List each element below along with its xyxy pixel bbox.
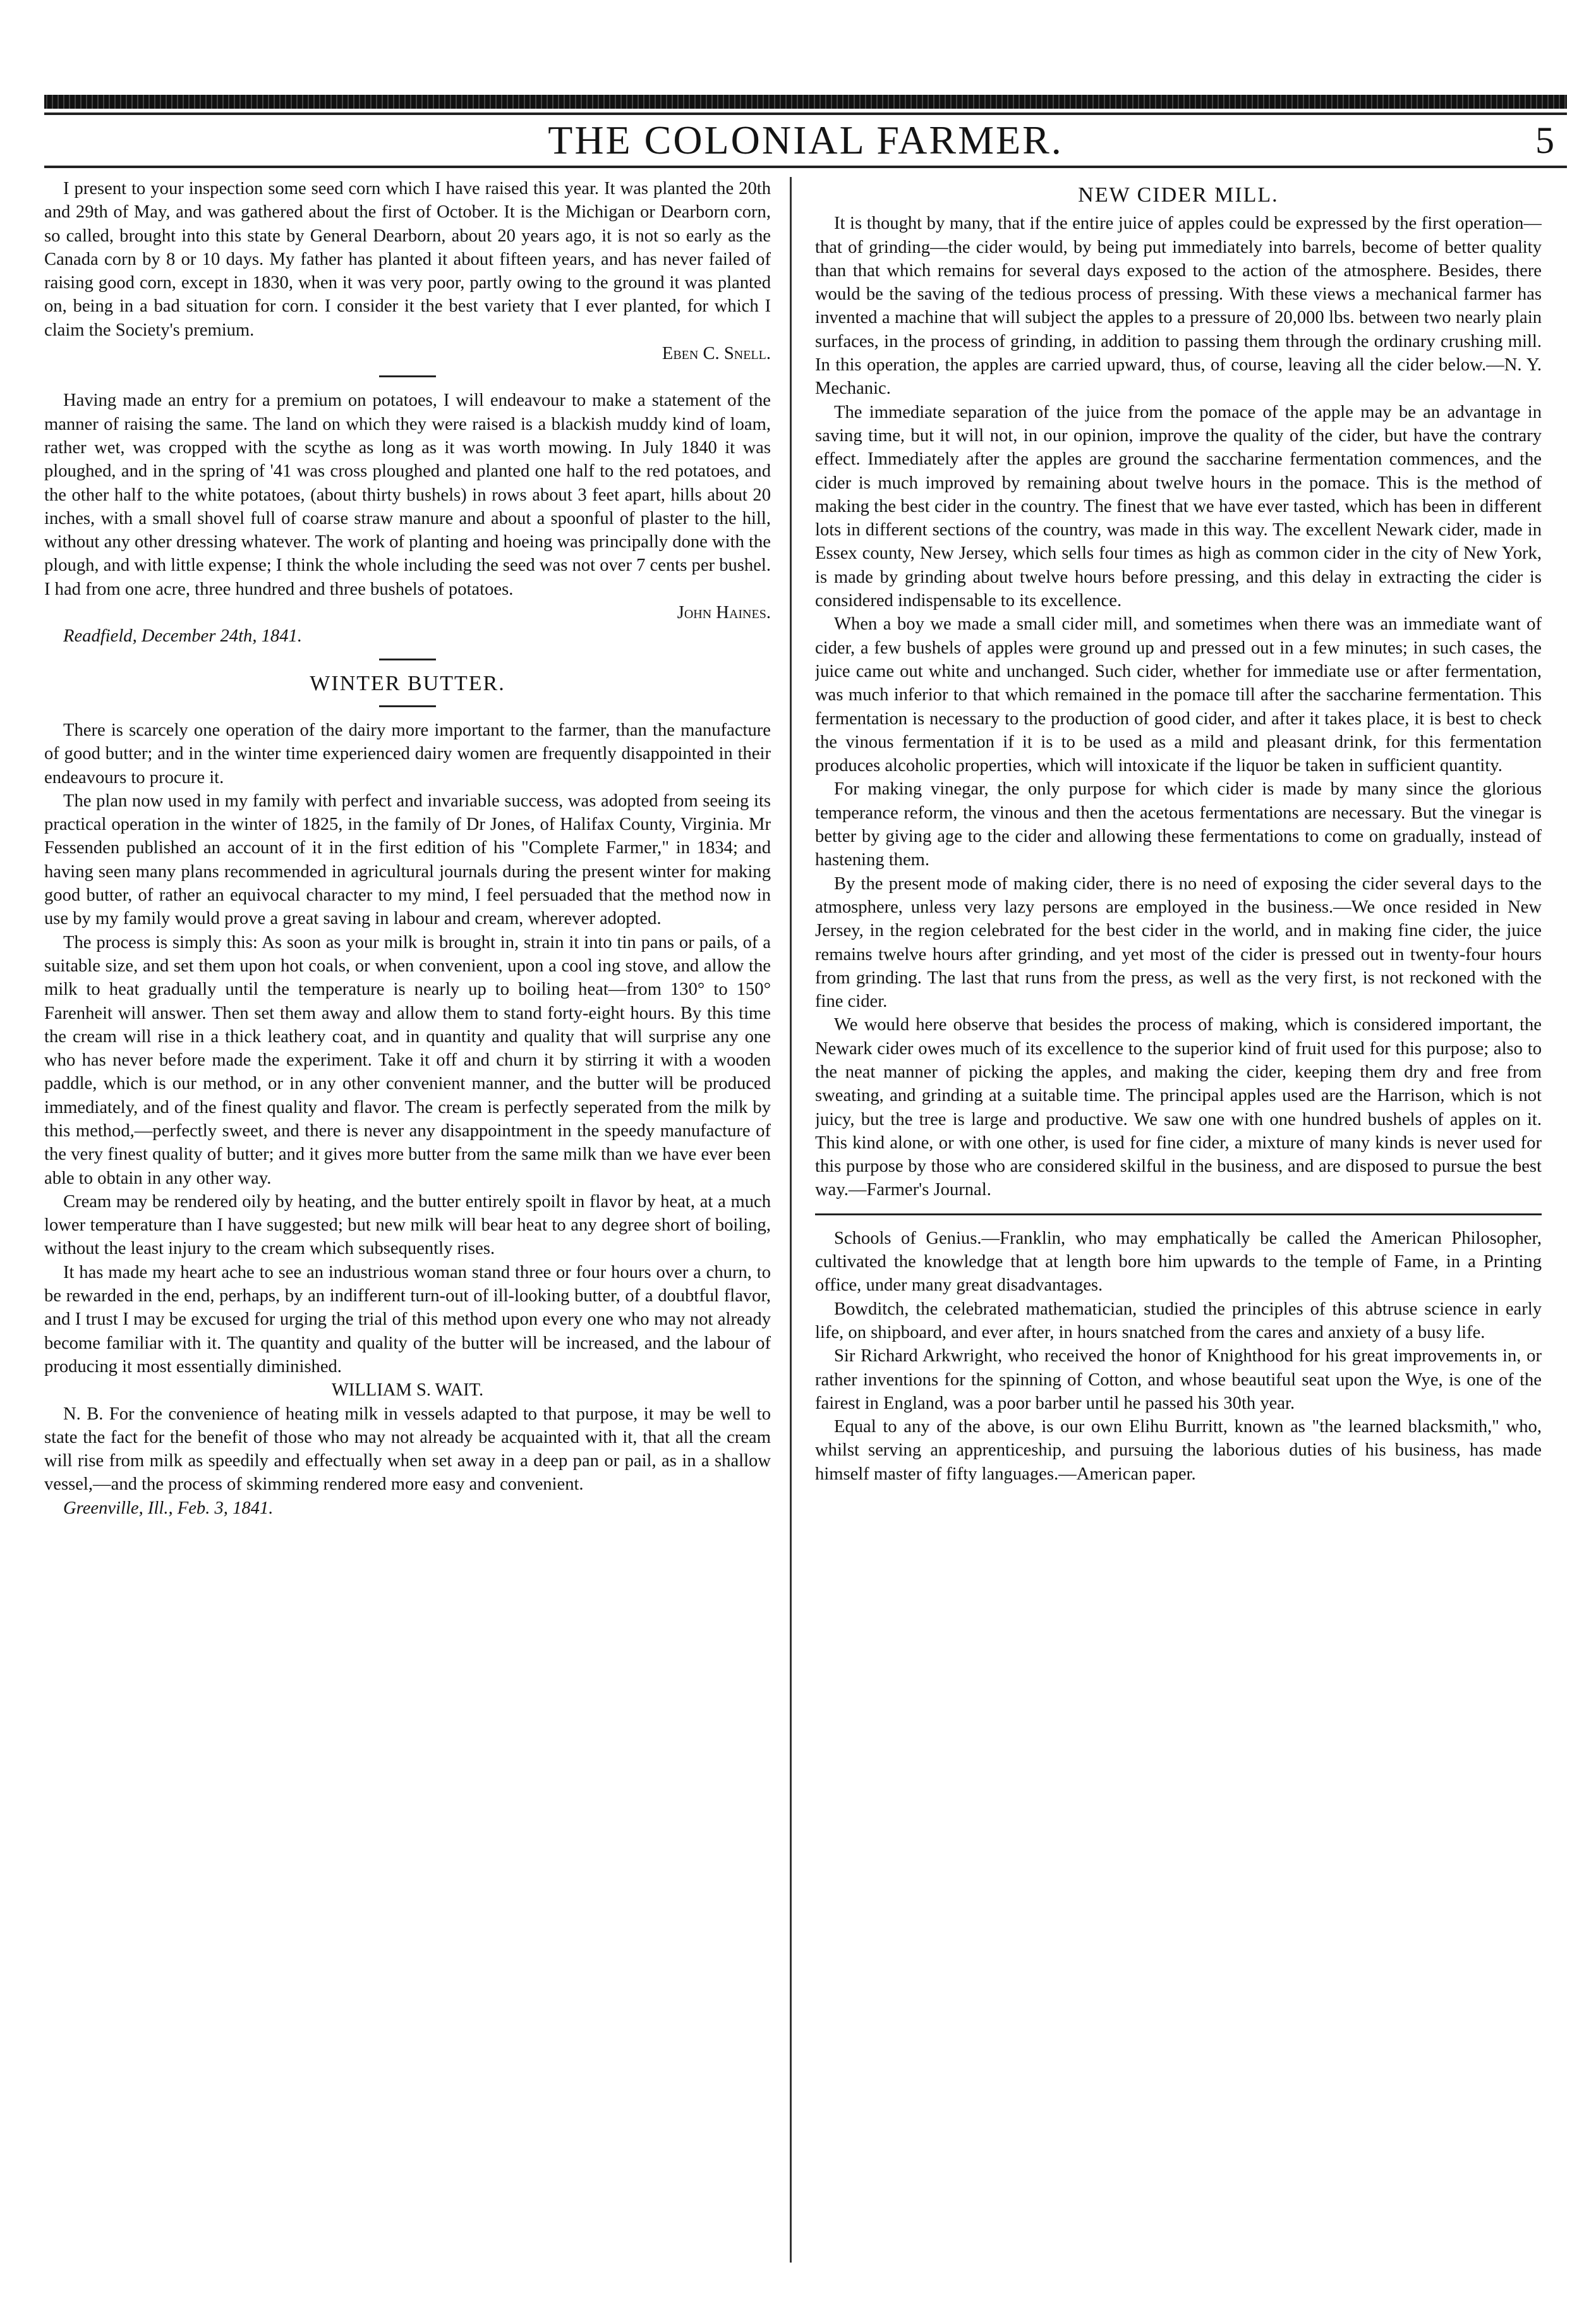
winter-butter-date: Greenville, Ill., Feb. 3, 1841. [63, 1498, 274, 1518]
masthead-top-rule [44, 112, 1567, 115]
article-paragraph: It has made my heart ache to see an industrious woman stand three or four hours over a churn, to be rewarded in the end, perhaps, by an indifferent turn-out of ill-looking butter, of a doubtful flavor, and I trust I may be excused for urging the trial of this method upon every one who may not already become familiar with it. The quantity and quality of the butter will be increased, and the labour of producing it most essentially diminished. [44, 1262, 771, 1376]
article-paragraph: We would here observe that besides the process of making, which is considered important, the Newark cider owes much of its excellence to the superior kind of fruit used for this purpose; also to the neat manner of picking the apples, and making the cider, keeping them dry and free from sweating, and grinding at a suitable time. The principal apples used are the Harrison, which is not juicy, but the tree is large and productive. We saw one with one hundred bushels of apples on it. This kind alone, or with one other, is used for fine cider, a mixture of many kinds is never used for this purpose by those who are considered skilful in the business, and are disposed to pursue the best way.—Farmer's Journal. [815, 1015, 1542, 1200]
potato-letter-text: Having made an entry for a premium on potatoes, I will endeavour to make a statement of the manner of raising the same. The land on which they were raised is a blackish muddy kind of loam, rather wet, was cropped with the scythe as long as it was worth mowing. In July 1840 it was ploughed, and in the spring of '41 was cross ploughed and planted one half to the red potatoes, and the other half to the white potatoes, (about thirty bushels) in rows about 3 feet apart, hills about 20 inches, with a small shovel full of coarse straw manure and about a spoonful of plaster to the hill, without any other dressing whatever. The work of planting and hoeing was principally done with the plough, and with little expense; I think the whole including the seed was not over 7 cents per bushel. I had from one acre, three hundred and three bushels of potatoes. [44, 391, 771, 599]
section-divider [815, 1213, 1542, 1215]
right-column [815, 177, 1542, 2269]
article-paragraph: For making vinegar, the only purpose for which cider is made by many since the glorious temperance reform, the vinous and then the acetous fermentations are necessary. But the vinegar is better by giving age to the cider and allowing these fermentations to come on gradually, instead of hastening them. [815, 779, 1542, 870]
article-paragraph: There is scarcely one operation of the dairy more important to the farmer, than the manufacture of good butter; and in the winter time experienced dairy women are frequently disappointed in their endeavours to procure it. [44, 720, 771, 787]
article-paragraph: When a boy we made a small cider mill, and sometimes when there was an immediate want of cider, a few bushels of apples were ground up and pressed out in a few minutes; in such cases, the juice came out white and unchanged. Such cider, whether for immediate use or after fermentation, was much inferior to that which remained in the pomace till after the saccharine fermentation. This fermentation is necessary to the production of good cider, and after it takes place, it is best to check the vinous fermentation if it is to be used as a mild and pleasant drink, for this fermentation produces alcoholic properties, which will intoxicate if the liquor be taken in sufficient quantity. [815, 614, 1542, 776]
corn-letter-text: I present to your inspection some seed corn which I have raised this year. It was planted the 20th and 29th of May, and was gathered about the first of October. It is the Michigan or Dearborn corn, so called, brought into this state by General Dearborn, about 20 years ago, it is not so early as the Canada corn by 8 or 10 days. My father has planted it about fifteen years, and has never failed of raising good corn, except in 1830, when it was very poor, partly owing to the ground it was planted on, being in a bad situation for corn. I consider it the best variety that I ever planted, for which I claim the Society's premium. [44, 179, 771, 340]
section-divider [379, 659, 436, 660]
masthead [44, 116, 1567, 164]
winter-butter-signature: WILLIAM S. WAIT. [331, 1380, 484, 1401]
article-title-winter-butter: WINTER BUTTER. [310, 671, 505, 695]
left-column [44, 177, 771, 2269]
column-divider [790, 177, 792, 2263]
masthead-bottom-rule [44, 166, 1567, 168]
potato-letter-signature: John Haines. [677, 603, 771, 623]
article-title-cider-mill: NEW CIDER MILL. [1078, 183, 1279, 207]
article-paragraph: The immediate separation of the juice from the pomace of the apple may be an advantage in saving time, but it will not, in our opinion, improve the quality of the cider, but have the contrary effect. Immediately after the apples are ground the saccharine fermentation commences, and the cider is much improved by remaining about twelve hours in the pomace. This is the method of making the best cider in the country. The finest that we have ever tasted, which has been in different lots in different sections of the country, was made in this way. The excellent Newark cider, made in Essex county, New Jersey, which sells four times as high as common cider in the city of New York, is made by grinding about twelve hours before pressing, and this delay in extracting the cider is considered indispensable to its excellence. [815, 402, 1542, 611]
title-rule [379, 705, 436, 707]
decorative-border [44, 95, 1567, 109]
winter-butter-postscript: N. B. For the convenience of heating milk in vessels adapted to that purpose, it may be well to state the fact for the benefit of those who may not already be acquainted with it, that all the cream will rise from milk as speedily and effectually when set away in a deep pan or pail, as in a shallow vessel,—and the process of skimming rendered more easy and convenient. [44, 1404, 771, 1495]
article-paragraph: Equal to any of the above, is our own Elihu Burritt, known as "the learned blacksmith," who, whilst serving an apprenticeship, and pursuing the laborious duties of his business, has made himself master of fifty languages.—American paper. [815, 1417, 1542, 1484]
page-number: 5 [1535, 119, 1554, 161]
corn-letter-signature: Eben C. Snell. [662, 344, 771, 364]
article-paragraph: Cream may be rendered oily by heating, and the butter entirely spoilt in flavor by heat, at a much lower temperature than I have suggested; but new milk will bear heat to any degree short of boiling, without the least injury to the cream which subsequently rises. [44, 1191, 771, 1259]
article-paragraph: The plan now used in my family with perfect and invariable success, was adopted from seeing its practical operation in the winter of 1825, in the family of Dr Jones, of Halifax County, Virginia. Mr Fessenden published an account of it in the first edition of his "Complete Farmer," in 1834; and having seen many plans recommended in agricultural journals during the present winter for making good butter, of rather an equivocal character to my mind, I feel persuaded that the method now in use by my family would prove a great saving in labour and cream, wherever adopted. [44, 791, 771, 929]
potato-letter-date: Readfield, December 24th, 1841. [63, 626, 302, 647]
newspaper-title: THE COLONIAL FARMER. [548, 118, 1063, 162]
section-divider [379, 375, 436, 377]
article-paragraph: Sir Richard Arkwright, who received the honor of Knighthood for his great improvements in, or rather inventions for the spinning of Cotton, and whose beautiful seat upon the Wye, is one of the fairest in England, was a poor barber until he passed his 30th year. [815, 1346, 1542, 1413]
article-paragraph: The process is simply this: As soon as your milk is brought in, strain it into tin pans or pails, of a suitable size, and set them upon hot coals, or when convenient, upon a cool ing stove, and allow the milk to heat gradually until the temperature is nearly up to boiling heat—from 130° to 150° Farenheit will answer. Then set them away and allow them to stand forty-eight hours. By this time the cream will rise in a thick leathery coat, and in quantity and quality that will surprise any one who has never before made the experiment. Take it off and churn it by stirring it with a wooden paddle, which is our method, or in any other convenient manner, and the butter will be produced immediately, and of the finest quality and flavor. The cream is perfectly seperated from the milk by this method,—perfectly sweet, and there is never any disappointment in the speedy manufacture of the very finest quality of butter; and it gives more butter from the same milk than we have ever been able to obtain in any other way. [44, 932, 771, 1188]
article-paragraph: By the present mode of making cider, there is no need of exposing the cider several days to the atmosphere, unless very lazy persons are employed in the business.—We once resided in New Jersey, in the region celebrated for the best cider in the world, and in making fine cider, the juice remains twelve hours after grinding, and yet most of the cider is pressed out in twenty-four hours from grinding. The last that runs from the press, as well as the very first, is not reckoned with the fine cider. [815, 873, 1542, 1012]
article-paragraph: It is thought by many, that if the entire juice of apples could be expressed by the first operation—that of grinding—the cider would, by being put immediately into barrels, become of better quality than that which remains for several days exposed to the action of the atmosphere. Besides, there would be the saving of the tedious process of pressing. With these views a mechanical farmer has invented a machine that will subject the apples to a pressure of 20,000 lbs. between two nearly plain surfaces, in the process of grinding, in addition to passing them through the ordinary crushing mill. In this operation, the apples are carried upward, thus, of course, leaving all the cider below.—N. Y. Mechanic. [815, 214, 1542, 399]
article-paragraph: Schools of Genius.—Franklin, who may emphatically be called the American Philosopher, cultivated the knowledge that at length bore him upwards to the temple of Fame, in a Printing office, under many great disadvantages. [815, 1228, 1542, 1296]
article-paragraph: Bowditch, the celebrated mathematician, studied the principles of this abtruse science in early life, on shipboard, and ever after, in hours snatched from the cares and anxiety of a busy life. [815, 1299, 1542, 1342]
